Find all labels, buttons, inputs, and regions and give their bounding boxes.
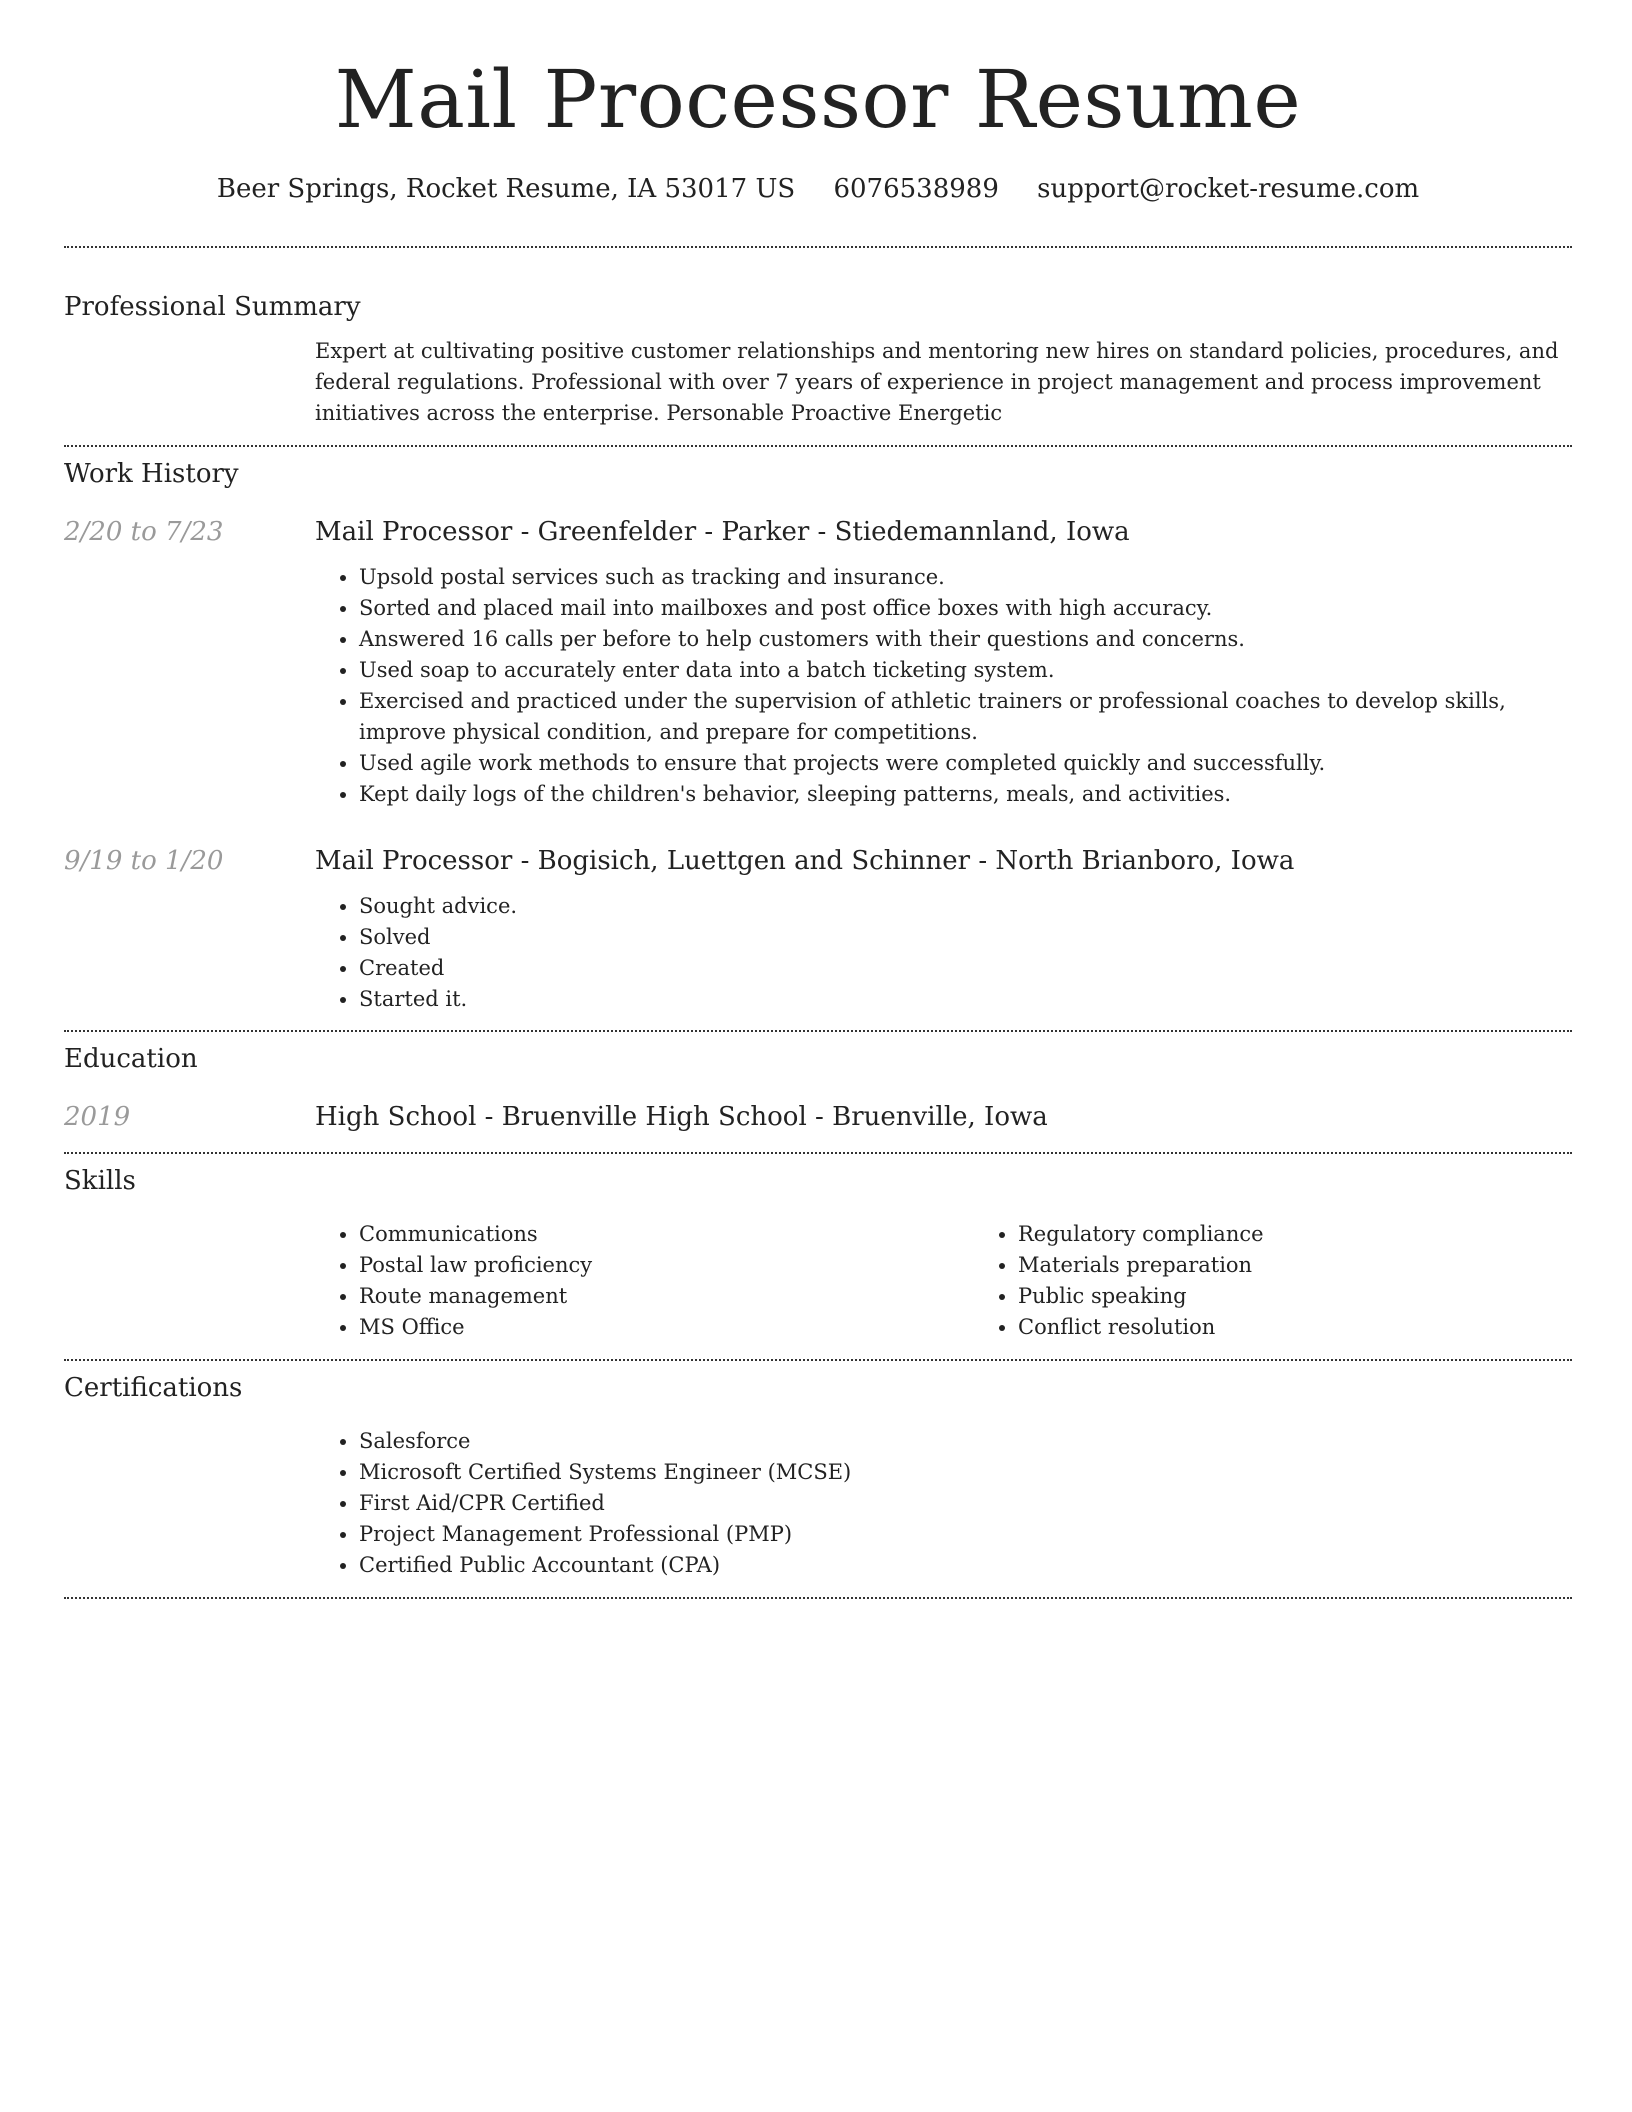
certification-item: • Microsoft Certified Systems Engineer (MCSE) — [359, 1457, 1572, 1488]
certification-item: • Certified Public Accountant (CPA) — [359, 1550, 1572, 1581]
certification-item: • Project Management Professional (PMP) — [359, 1519, 1572, 1550]
skills-list-left — [315, 1219, 974, 1343]
skill-item: • Route management — [359, 1281, 974, 1312]
divider — [64, 1597, 1572, 1599]
divider — [64, 445, 1572, 447]
summary-section — [64, 290, 1572, 429]
job-title: Mail Processor - Bogisich, Luettgen and Schinner - North Brianboro, Iowa — [315, 846, 1295, 876]
job-bullets — [315, 562, 1572, 810]
job-bullet: • Created — [359, 953, 1572, 984]
education-entry — [64, 1100, 1572, 1134]
job-bullet: • Exercised and practiced under the supervision of athletic trainers or professional coaches to develop skills, improve physical condition, and prepare for competitions. — [359, 686, 1572, 748]
work-history-heading: Work History — [64, 459, 239, 489]
contact-info — [64, 172, 1572, 206]
skills-columns — [315, 1219, 1632, 1343]
skills-section — [64, 1164, 1572, 1343]
certifications-section — [64, 1371, 1572, 1581]
certifications-heading: Certifications — [64, 1373, 243, 1403]
summary-heading: Professional Summary — [64, 292, 361, 322]
education-heading: Education — [64, 1044, 198, 1074]
skills-list-right — [974, 1219, 1632, 1343]
job-bullet: • Answered 16 calls per before to help customers with their questions and concerns. — [359, 624, 1572, 655]
job-entry — [64, 515, 1572, 810]
resume-page — [64, 0, 1572, 1599]
job-title: Mail Processor - Greenfelder - Parker - Stiedemannland, Iowa — [315, 517, 1130, 547]
job-bullet: • Sorted and placed mail into mailboxes and post office boxes with high accuracy. — [359, 593, 1572, 624]
education-section — [64, 1042, 1572, 1134]
skills-heading: Skills — [64, 1166, 136, 1196]
contact-phone: 6076538989 — [833, 174, 999, 204]
resume-title: Mail Processor Resume — [334, 53, 1302, 146]
skill-item: • Postal law proficiency — [359, 1250, 974, 1281]
summary-text: Expert at cultivating positive customer relationships and mentoring new hires on standard policies, procedures, and federal regulations. Professional with over 7 years of experience in project management and process improvement initiatives across the enterprise. Personable Proactive Energetic — [315, 339, 1559, 425]
skill-item: • Materials preparation — [1018, 1250, 1632, 1281]
education-year: 2019 — [64, 1102, 131, 1132]
job-bullet: • Used soap to accurately enter data into a batch ticketing system. — [359, 655, 1572, 686]
job-bullet: • Sought advice. — [359, 891, 1572, 922]
education-text: High School - Bruenville High School - Bruenville, Iowa — [315, 1102, 1048, 1132]
job-dates: 9/19 to 1/20 — [64, 846, 224, 876]
job-bullets — [315, 891, 1572, 1015]
skill-item: • Conflict resolution — [1018, 1312, 1632, 1343]
divider — [64, 1152, 1572, 1154]
contact-address: Beer Springs, Rocket Resume, IA 53017 US — [216, 174, 796, 204]
job-entry — [64, 844, 1572, 1015]
skill-item: • Communications — [359, 1219, 974, 1250]
job-bullet: • Started it. — [359, 984, 1572, 1015]
certification-item: • First Aid/CPR Certified — [359, 1488, 1572, 1519]
job-bullet: • Upsold postal services such as tracking and insurance. — [359, 562, 1572, 593]
certifications-list — [315, 1426, 1572, 1581]
job-dates: 2/20 to 7/23 — [64, 517, 224, 547]
divider — [64, 1030, 1572, 1032]
skill-item: • Regulatory compliance — [1018, 1219, 1632, 1250]
divider — [64, 1359, 1572, 1361]
divider — [64, 246, 1572, 248]
skill-item: • Public speaking — [1018, 1281, 1632, 1312]
job-bullet: • Used agile work methods to ensure that projects were completed quickly and successfully. — [359, 748, 1572, 779]
work-history-section — [64, 457, 1572, 1015]
job-bullet: • Solved — [359, 922, 1572, 953]
contact-email: support@rocket-resume.com — [1037, 174, 1420, 204]
skill-item: • MS Office — [359, 1312, 974, 1343]
job-bullet: • Kept daily logs of the children's behavior, sleeping patterns, meals, and activities. — [359, 779, 1572, 810]
certification-item: • Salesforce — [359, 1426, 1572, 1457]
